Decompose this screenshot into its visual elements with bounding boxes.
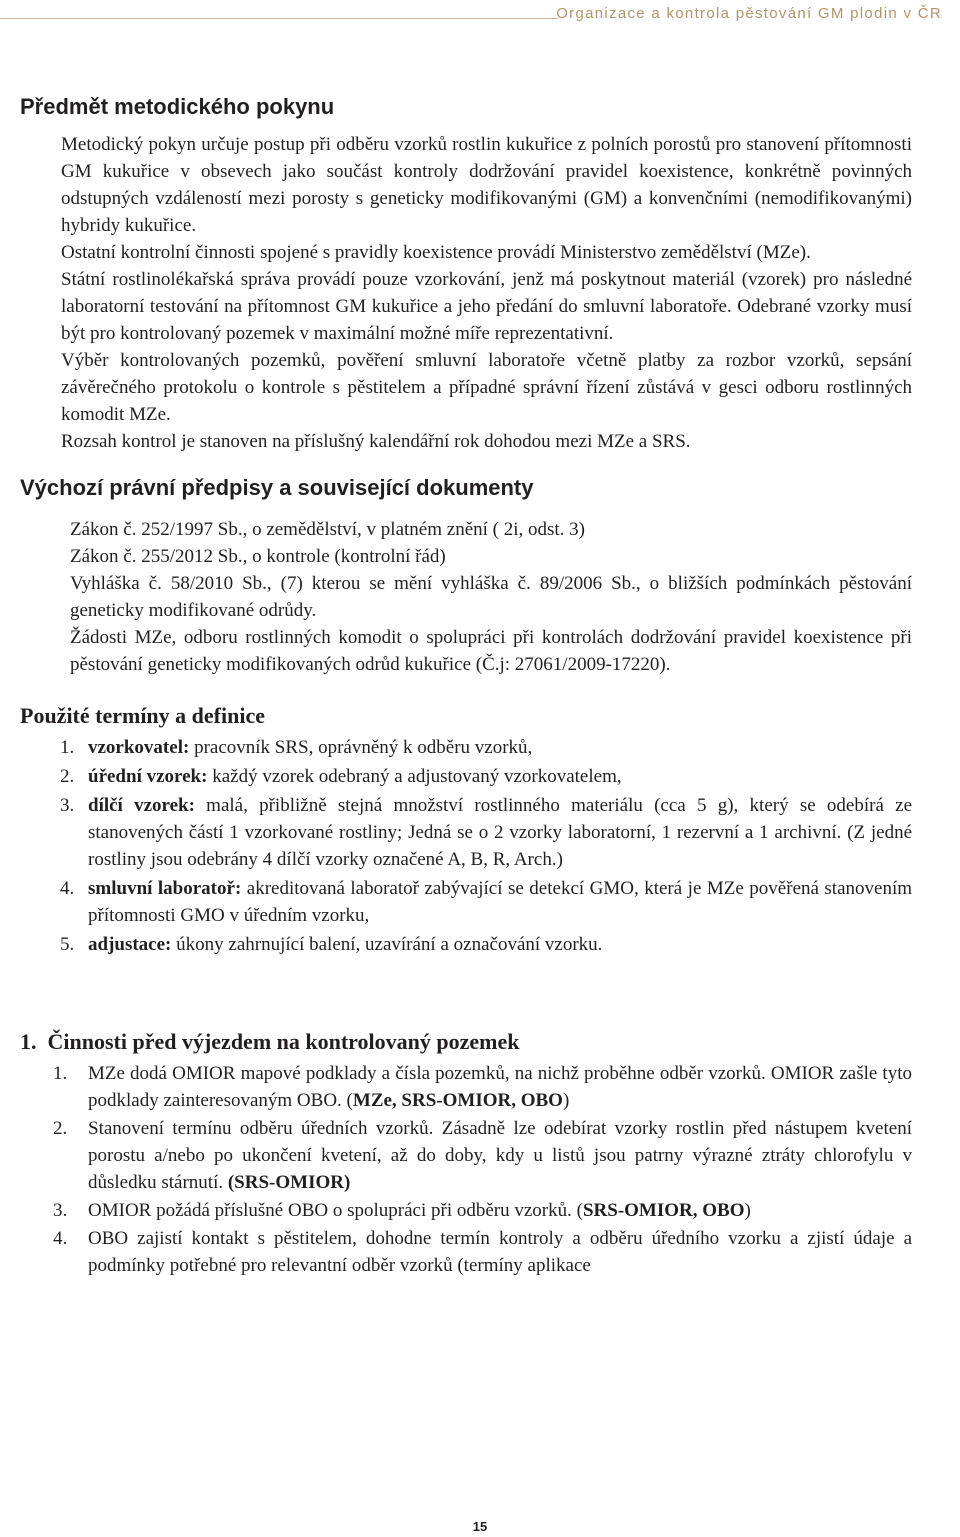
step-number: 4. bbox=[53, 1228, 68, 1249]
legal-document-item: Zákon č. 252/1997 Sb., o zemědělství, v platném znění ( 2i, odst. 3) bbox=[70, 519, 586, 540]
page-number: 15 bbox=[472, 1519, 488, 1534]
term-name: dílčí vzorek: bbox=[88, 795, 195, 816]
step-item bbox=[20, 1197, 912, 1224]
legal-document-item: Zákon č. 255/2012 Sb., o kontrole (kontrolní řád) bbox=[70, 546, 446, 567]
section-title-pre-visit-activities: 1. Činnosti před výjezdem na kontrolovaný pozemek bbox=[20, 1029, 520, 1054]
paragraph: Ostatní kontrolní činnosti spojené s pravidly koexistence provádí Ministerstvo zemědělství (MZe). bbox=[61, 242, 811, 263]
term-definition: pracovník SRS, oprávněný k odběru vzorků, bbox=[189, 737, 533, 758]
steps-list bbox=[20, 1060, 912, 1279]
paragraph: Rozsah kontrol je stanoven na příslušný kalendářní rok dohodou mezi MZe a SRS. bbox=[61, 431, 691, 452]
step-number: 2. bbox=[53, 1118, 68, 1139]
term-name: vzorkovatel: bbox=[88, 737, 190, 758]
step-number: 1. bbox=[53, 1063, 68, 1084]
term-number: 3. bbox=[60, 795, 75, 816]
step-number: 3. bbox=[53, 1200, 68, 1221]
term-definition: akreditovaná laboratoř zabývající se detekcí GMO, která je MZe pověřená stanovením přítomnosti GMO v úředním vzorku, bbox=[88, 878, 913, 926]
terms-list bbox=[20, 734, 912, 958]
section-title-terms: Použité termíny a definice bbox=[20, 703, 265, 728]
step-responsible: (SRS-OMIOR) bbox=[227, 1172, 351, 1193]
paragraph: Metodický pokyn určuje postup při odběru vzorků rostlin kukuřice z polních porostů pro stanovení přítomnosti GM kukuřice v obsevech jako součást kontroly dodržování pravidel koexistence, konkrétně povinných odstupných vzdáleností mezi porosty s geneticky modifikovanými (GM) a konvenčními (nemodifikovanými) hybridy kukuřice. bbox=[61, 134, 912, 236]
page-content bbox=[20, 93, 912, 1280]
legal-document-item: Vyhláška č. 58/2010 Sb., (7) kterou se mění vyhláška č. 89/2006 Sb., o bližších podmínkách pěstování geneticky modifikované odrůdy. bbox=[70, 573, 912, 621]
term-name: adjustace: bbox=[88, 934, 172, 955]
term-item bbox=[20, 792, 912, 873]
step-item bbox=[20, 1225, 912, 1279]
step-tail: ) bbox=[562, 1090, 570, 1111]
header-rule bbox=[0, 18, 558, 19]
term-item bbox=[20, 931, 912, 958]
term-definition: úkony zahrnující balení, uzavírání a označování vzorku. bbox=[171, 934, 603, 955]
term-item bbox=[20, 875, 912, 929]
step-item bbox=[20, 1115, 912, 1196]
step-text: MZe dodá OMIOR mapové podklady a čísla pozemků, na nichž proběhne odběr vzorků. OMIOR zašle tyto podklady zainteresovaným OBO. ( bbox=[88, 1063, 912, 1111]
term-number: 1. bbox=[60, 737, 75, 758]
term-number: 2. bbox=[60, 766, 75, 787]
running-header-title: Organizace a kontrola pěstování GM plodin v ČR bbox=[556, 5, 942, 22]
term-definition: každý vzorek odebraný a adjustovaný vzorkovatelem, bbox=[207, 766, 622, 787]
term-number: 4. bbox=[60, 878, 75, 899]
section-title-legal-documents: Výchozí právní předpisy a související dokumenty bbox=[20, 475, 534, 500]
legal-documents-list bbox=[70, 516, 912, 678]
legal-document-item: Žádosti MZe, odboru rostlinných komodit o spolupráci při kontrolách dodržování pravidel koexistence při pěstování geneticky modifikovaných odrůd kukuřice (Č.j: 27061/2009-17220). bbox=[70, 627, 912, 675]
term-item bbox=[20, 734, 912, 761]
step-tail: ) bbox=[744, 1200, 751, 1221]
term-item bbox=[20, 763, 912, 790]
section-title-subject: Předmět metodického pokynu bbox=[20, 94, 335, 119]
step-text: OMIOR požádá příslušné OBO o spolupráci při odběru vzorků. ( bbox=[88, 1200, 583, 1221]
step-text: OBO zajistí kontakt s pěstitelem, dohodne termín kontroly a odběru úředního vzorku a zjistí údaje a podmínky potřebné pro relevantní odběr vzorků (termíny aplikace bbox=[88, 1228, 912, 1276]
step-item bbox=[20, 1060, 912, 1114]
term-name: úřední vzorek: bbox=[88, 766, 208, 787]
step-responsible: MZe, SRS-OMIOR, OBO bbox=[352, 1090, 563, 1111]
paragraph: Výběr kontrolovaných pozemků, pověření smluvní laboratoře včetně platby za rozbor vzorků, sepsání závěrečného protokolu o kontrole s pěstitelem a případné správní řízení zůstává v gesci odboru rostlinných komodit MZe. bbox=[61, 350, 912, 425]
paragraph: Státní rostlinolékařská správa provádí pouze vzorkování, jenž má poskytnout materiál (vzorek) pro následné laboratorní testování na přítomnost GM kukuřice a jeho předání do smluvní laboratoře. Odebrané vzorky musí být pro kontrolovaný pozemek v maximální možné míře reprezentativní. bbox=[61, 269, 912, 344]
term-definition: malá, přibližně stejná množství rostlinného materiálu (cca 5 g), který se odebírá ze stanovených částí 1 vzorkované rostliny; Jedná se o 2 vzorky laboratorní, 1 rezervní a 1 archivní. (Z jedné rostliny jsou odebrány 4 dílčí vzorky označené A, B, R, Arch.) bbox=[88, 795, 912, 870]
section-subject-body bbox=[61, 131, 912, 455]
term-name: smluvní laboratoř: bbox=[88, 878, 242, 899]
term-number: 5. bbox=[60, 934, 75, 955]
step-responsible: SRS-OMIOR, OBO bbox=[582, 1200, 745, 1221]
step-text: Stanovení termínu odběru úředních vzorků. Zásadně lze odebírat vzorky rostlin před nástupem kvetení porostu a/nebo po ukončení kvetení, až do doby, kdy u listů jsou patrny výrazné ztráty chlorofylu v důsledku stárnutí. bbox=[88, 1118, 912, 1193]
